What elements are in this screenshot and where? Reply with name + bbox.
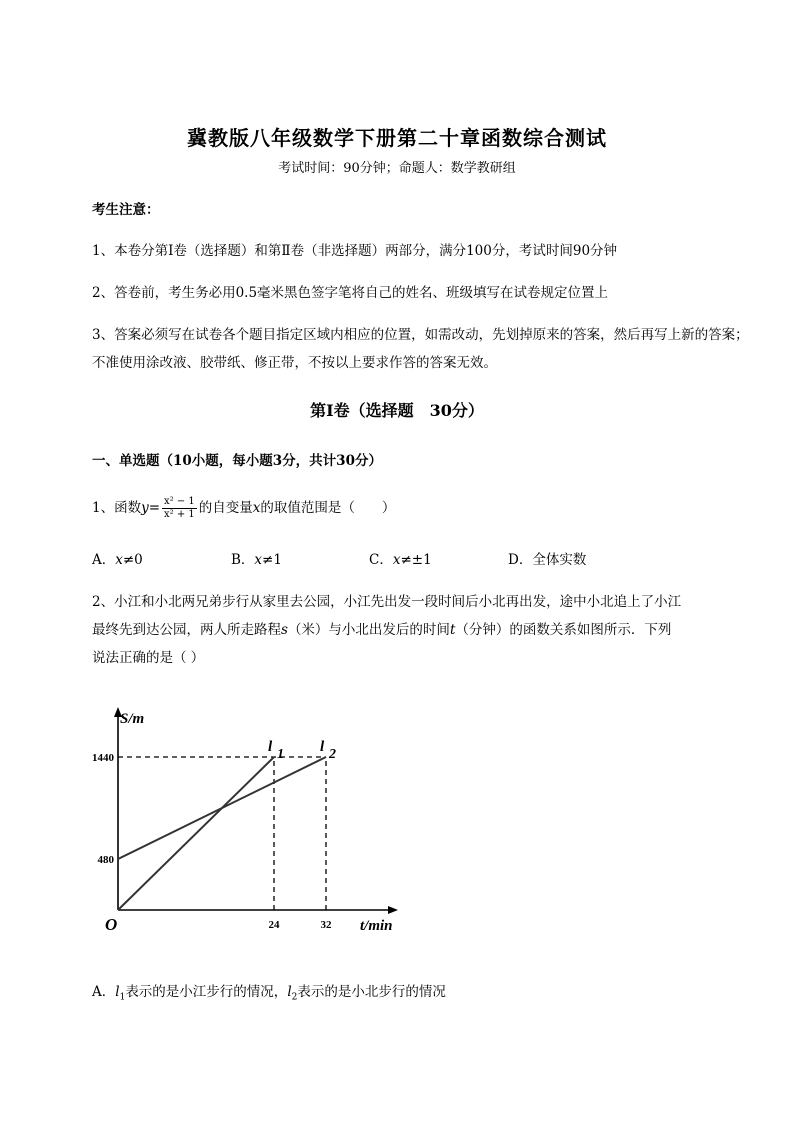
q2-line-2 (92, 616, 752, 644)
question-2 (92, 588, 752, 672)
dashed-guides (118, 757, 326, 910)
option-letter: A． (92, 984, 116, 1000)
notice-item-1: 1、本卷分第I卷（选择题）和第Ⅱ卷（非选择题）两部分，满分100分，考试时间90分钟 (92, 243, 618, 259)
option-letter: A． (92, 552, 116, 568)
series-l2-line (118, 757, 326, 859)
origin-label: O (105, 915, 118, 934)
option-text: 全体实数 (532, 552, 587, 568)
option-var: x (254, 552, 263, 568)
q2-text: 最终先到达公园，两人所走路程 (92, 622, 281, 638)
l2-subscript: 2 (291, 992, 298, 1003)
q2-text: （米）与小北出发后的时间 (287, 622, 450, 638)
l1-subscript: 1 (119, 992, 126, 1003)
distance-time-chart (80, 695, 420, 945)
series-lines (118, 757, 326, 910)
q2-text: （分钟）的函数关系如图所示．下列 (455, 622, 672, 638)
option-var: x (392, 552, 401, 568)
option-letter: C． (369, 552, 393, 568)
q1-option-a[interactable] (92, 548, 143, 568)
q2-option-a[interactable] (92, 978, 752, 1012)
q1-option-c[interactable] (369, 548, 432, 568)
y-tick-label-1440: 1440 (92, 752, 114, 764)
q2-line-3: 说法正确的是（ ） (92, 650, 205, 666)
q1-var-x: x (252, 500, 261, 516)
q2-line-1: 2、小江和小北两兄弟步行从家里去公园，小江先出发一段时间后小北再出发，途中小北追上了小江 (92, 594, 682, 610)
x-axis-label: t/min (360, 918, 393, 934)
q1-option-d[interactable] (508, 548, 586, 568)
x-tick-label-32: 32 (320, 919, 332, 931)
option-text: ≠±1 (400, 552, 432, 568)
q1-denominator: x² + 1 (164, 509, 195, 520)
option-var: x (115, 552, 123, 568)
section-title: 第I卷（选择题 30分） (310, 401, 484, 420)
q2-var-t: t (449, 622, 456, 638)
page-title: 冀教版八年级数学下册第二十章函数综合测试 (187, 126, 607, 150)
q1-var-y: y (141, 500, 149, 516)
series-l1-line (118, 757, 274, 910)
l1-symbol: l (115, 984, 120, 1000)
series-l2-label-sub: 2 (329, 747, 336, 762)
series-l1-label-sub: 1 (277, 747, 284, 762)
axes (114, 707, 398, 914)
q1-option-b[interactable] (231, 548, 282, 568)
l2-symbol: l (287, 984, 292, 1000)
option-text: ≠1 (262, 552, 282, 568)
option-letter: B． (231, 552, 255, 568)
x-axis-arrow (388, 906, 398, 914)
q1-suffix: 的取值范围是（ ） (260, 500, 396, 516)
q2-var-s: s (281, 622, 288, 638)
option-text: ≠0 (122, 552, 143, 568)
exam-info: 考试时间：90分钟；命题人：数学教研组 (278, 161, 516, 176)
option-letter: D． (508, 552, 533, 568)
option-text: 表示的是小江步行的情况， (125, 984, 288, 1000)
question-1 (92, 494, 752, 522)
q1-mid: 的自变量 (198, 500, 253, 516)
y-tick-label-480: 480 (97, 854, 114, 866)
notice-item-3: 3、答案必须写在试卷各个题目指定区域内相应的位置，如需改动，先划掉原来的答案，然后再写上新的答案；不准使用涂改液、胶带纸、修正带，不按以上要求作答的答案无效。 (92, 327, 749, 371)
option-text: 表示的是小北步行的情况 (297, 984, 446, 1000)
x-tick-label-24: 24 (268, 919, 280, 931)
q1-prefix: 1、函数 (92, 500, 142, 516)
y-axis-label: S/m (120, 711, 145, 727)
series-l1-label: l (268, 739, 273, 755)
q1-fraction (162, 496, 197, 521)
part-heading: 一、单选题（10小题，每小题3分，共计30分） (92, 453, 382, 469)
series-l2-label: l (320, 739, 325, 755)
q1-equals: = (148, 500, 161, 516)
q1-numerator: x² − 1 (164, 496, 195, 507)
notice-item-2: 2、答卷前，考生务必用0.5毫米黑色签字笔将自己的姓名、班级填写在试卷规定位置上 (92, 285, 609, 301)
notice-heading: 考生注意： (92, 202, 160, 218)
chart-labels (92, 711, 393, 934)
